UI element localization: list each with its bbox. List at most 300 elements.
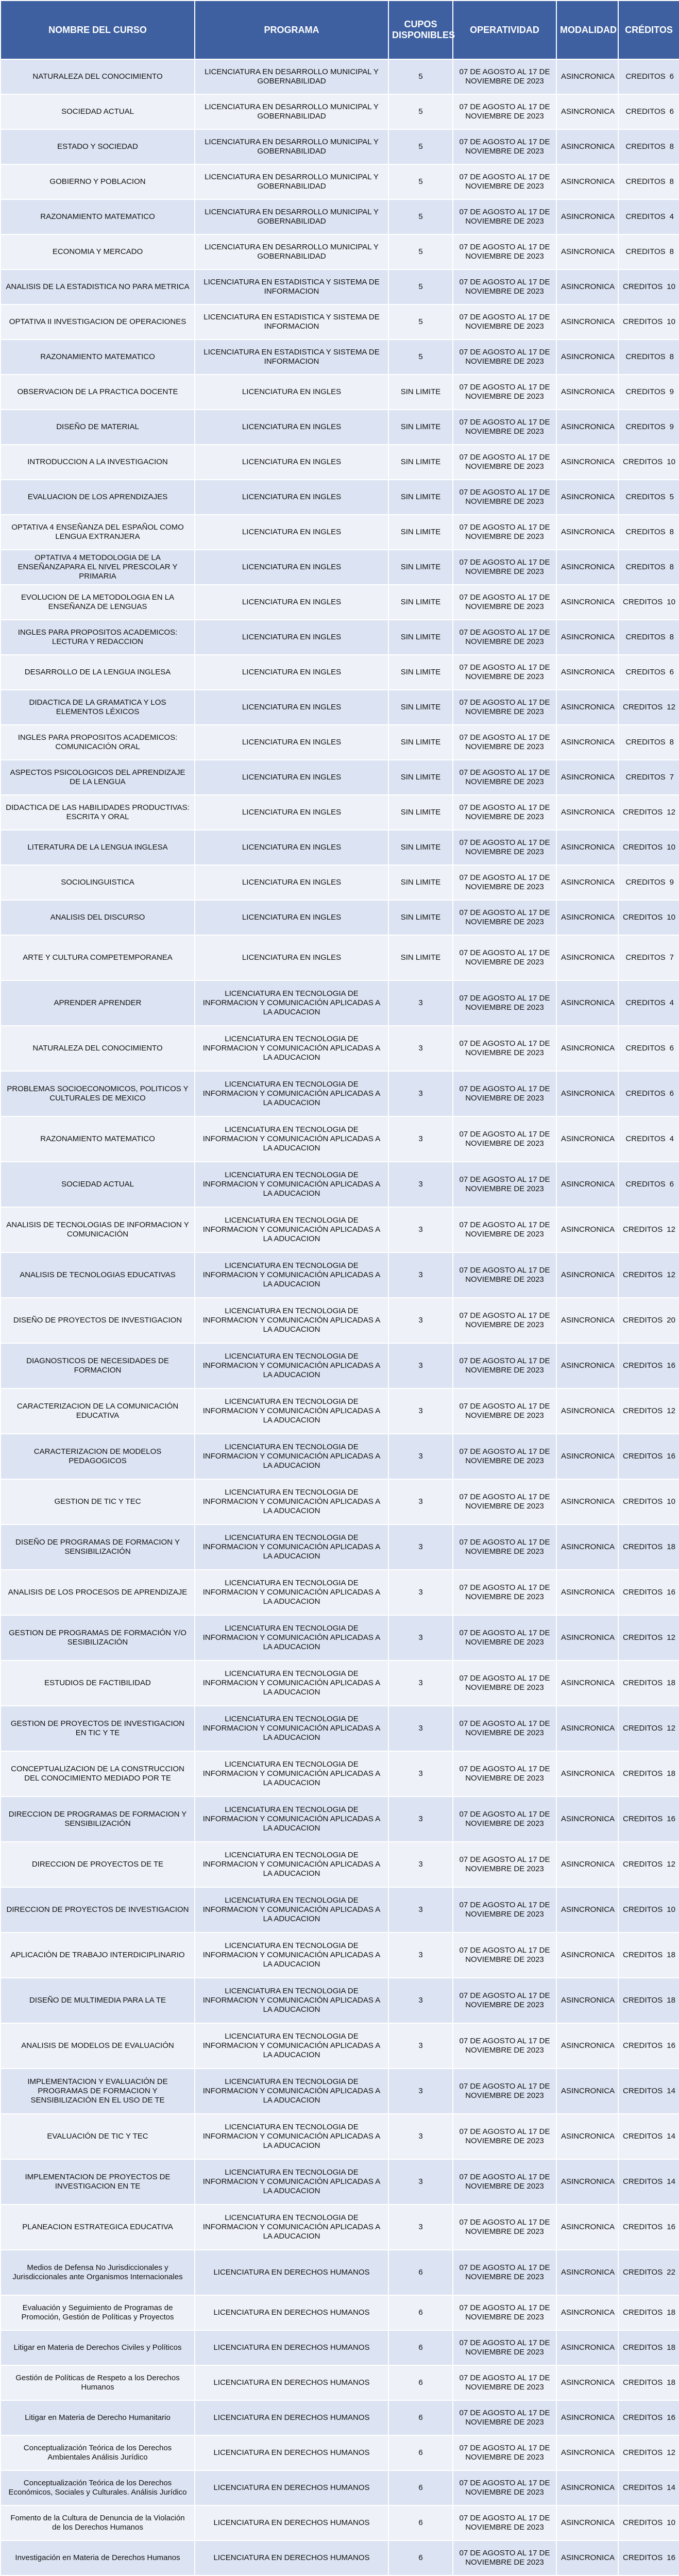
cell-creditos	[618, 1252, 679, 1298]
cell-programa: LICENCIATURA EN INGLES	[195, 760, 388, 795]
cell-modalidad: ASINCRONICA	[556, 1706, 618, 1751]
table-row	[1, 865, 679, 900]
table-row	[1, 2023, 679, 2069]
cell-creditos	[618, 1343, 679, 1388]
cell-programa: LICENCIATURA EN TECNOLOGIA DE INFORMACION Y COMUNICACIÓN APLICADAS A LA ADUCACION	[195, 1162, 388, 1207]
creditos-label: CREDITOS	[625, 247, 666, 256]
cell-operatividad: 07 DE AGOSTO AL 17 DE NOVIEMBRE DE 2023	[453, 1978, 556, 2023]
table-row	[1, 1071, 679, 1116]
cell-cupos: SIN LIMITE	[388, 725, 453, 760]
cell-cupos: 3	[388, 980, 453, 1026]
cell-cupos: 3	[388, 1071, 453, 1116]
cell-programa: LICENCIATURA EN ESTADISTICA Y SISTEMA DE INFORMACION	[195, 304, 388, 340]
cell-operatividad: 07 DE AGOSTO AL 17 DE NOVIEMBRE DE 2023	[453, 1162, 556, 1207]
cell-operatividad: 07 DE AGOSTO AL 17 DE NOVIEMBRE DE 2023	[453, 1706, 556, 1751]
cell-curso: LITERATURA DE LA LENGUA INGLESA	[1, 830, 195, 865]
cell-operatividad: 07 DE AGOSTO AL 17 DE NOVIEMBRE DE 2023	[453, 550, 556, 585]
cell-cupos: 5	[388, 304, 453, 340]
cell-programa: LICENCIATURA EN INGLES	[195, 830, 388, 865]
cell-operatividad: 07 DE AGOSTO AL 17 DE NOVIEMBRE DE 2023	[453, 1207, 556, 1252]
cell-curso: ANALISIS DE MODELOS DE EVALUACIÓN	[1, 2023, 195, 2069]
creditos-value: 8	[669, 563, 674, 571]
creditos-label: CREDITOS	[623, 1996, 663, 2005]
cell-operatividad: 07 DE AGOSTO AL 17 DE NOVIEMBRE DE 2023	[453, 1797, 556, 1842]
creditos-value: 7	[669, 773, 674, 782]
cell-operatividad: 07 DE AGOSTO AL 17 DE NOVIEMBRE DE 2023	[453, 1524, 556, 1570]
cell-curso: OPTATIVA 4 ENSEÑANZA DEL ESPAÑOL COMO LENGUA EXTRANJERA	[1, 515, 195, 550]
table-row	[1, 1524, 679, 1570]
table-row	[1, 585, 679, 620]
table-row	[1, 2435, 679, 2470]
creditos-value: 6	[669, 1089, 674, 1098]
cell-curso: RAZONAMIENTO MATEMATICO	[1, 199, 195, 234]
cell-operatividad: 07 DE AGOSTO AL 17 DE NOVIEMBRE DE 2023	[453, 1933, 556, 1978]
cell-curso: Evaluación y Seguimiento de Programas de Promoción, Gestión de Políticas y Proyectos	[1, 2295, 195, 2330]
cell-cupos: 6	[388, 2330, 453, 2365]
cell-programa: LICENCIATURA EN INGLES	[195, 550, 388, 585]
creditos-label: CREDITOS	[623, 598, 663, 606]
cell-operatividad: 07 DE AGOSTO AL 17 DE NOVIEMBRE DE 2023	[453, 1298, 556, 1343]
cell-operatividad: 07 DE AGOSTO AL 17 DE NOVIEMBRE DE 2023	[453, 269, 556, 304]
cell-cupos: 5	[388, 340, 453, 375]
cell-cupos: 3	[388, 2205, 453, 2250]
cell-modalidad: ASINCRONICA	[556, 725, 618, 760]
cell-modalidad: ASINCRONICA	[556, 620, 618, 655]
creditos-label: CREDITOS	[623, 2177, 663, 2186]
cell-cupos: 3	[388, 1570, 453, 1615]
cell-cupos: 5	[388, 164, 453, 199]
cell-operatividad: 07 DE AGOSTO AL 17 DE NOVIEMBRE DE 2023	[453, 830, 556, 865]
cell-cupos: 3	[388, 1660, 453, 1706]
cell-operatividad: 07 DE AGOSTO AL 17 DE NOVIEMBRE DE 2023	[453, 1388, 556, 1434]
cell-cupos: SIN LIMITE	[388, 480, 453, 515]
cell-curso: DISEÑO DE MATERIAL	[1, 410, 195, 445]
creditos-value: 12	[667, 703, 675, 711]
cell-programa: LICENCIATURA EN DESARROLLO MUNICIPAL Y GOBERNABILIDAD	[195, 94, 388, 129]
table-row	[1, 550, 679, 585]
cell-cupos: SIN LIMITE	[388, 830, 453, 865]
creditos-label: CREDITOS	[623, 913, 663, 922]
cell-cupos: 3	[388, 1842, 453, 1887]
creditos-label: CREDITOS	[625, 142, 666, 151]
cell-operatividad: 07 DE AGOSTO AL 17 DE NOVIEMBRE DE 2023	[453, 1116, 556, 1162]
cell-programa: LICENCIATURA EN TECNOLOGIA DE INFORMACION Y COMUNICACIÓN APLICADAS A LA ADUCACION	[195, 1842, 388, 1887]
cell-creditos	[618, 2114, 679, 2159]
cell-operatividad: 07 DE AGOSTO AL 17 DE NOVIEMBRE DE 2023	[453, 2435, 556, 2470]
creditos-value: 8	[669, 142, 674, 151]
cell-curso: ESTUDIOS DE FACTIBILIDAD	[1, 1660, 195, 1706]
cell-curso: EVALUACION DE LOS APRENDIZAJES	[1, 480, 195, 515]
cell-curso: Litigar en Materia de Derecho Humanitario	[1, 2400, 195, 2435]
cell-curso: NATURALEZA DEL CONOCIMIENTO	[1, 1026, 195, 1071]
cell-operatividad: 07 DE AGOSTO AL 17 DE NOVIEMBRE DE 2023	[453, 1252, 556, 1298]
cell-curso: SOCIEDAD ACTUAL	[1, 94, 195, 129]
creditos-label: CREDITOS	[625, 668, 666, 676]
creditos-value: 12	[667, 1225, 675, 1234]
creditos-value: 16	[667, 1361, 675, 1370]
table-row	[1, 2205, 679, 2250]
cell-cupos: 5	[388, 199, 453, 234]
cell-programa: LICENCIATURA EN DESARROLLO MUNICIPAL Y GOBERNABILIDAD	[195, 164, 388, 199]
cell-creditos	[618, 1842, 679, 1887]
cell-modalidad: ASINCRONICA	[556, 1252, 618, 1298]
creditos-label: CREDITOS	[623, 1452, 663, 1461]
cell-operatividad: 07 DE AGOSTO AL 17 DE NOVIEMBRE DE 2023	[453, 2023, 556, 2069]
creditos-value: 12	[667, 1724, 675, 1733]
cell-programa: LICENCIATURA EN TECNOLOGIA DE INFORMACION Y COMUNICACIÓN APLICADAS A LA ADUCACION	[195, 2023, 388, 2069]
cell-creditos	[618, 1479, 679, 1524]
cell-programa: LICENCIATURA EN TECNOLOGIA DE INFORMACION Y COMUNICACIÓN APLICADAS A LA ADUCACION	[195, 1298, 388, 1343]
cell-creditos	[618, 1116, 679, 1162]
cell-operatividad: 07 DE AGOSTO AL 17 DE NOVIEMBRE DE 2023	[453, 2069, 556, 2114]
table-body	[1, 59, 679, 2576]
cell-operatividad: 07 DE AGOSTO AL 17 DE NOVIEMBRE DE 2023	[453, 1071, 556, 1116]
table-row	[1, 1615, 679, 1660]
cell-modalidad: ASINCRONICA	[556, 795, 618, 830]
cell-programa: LICENCIATURA EN ESTADISTICA Y SISTEMA DE INFORMACION	[195, 269, 388, 304]
cell-operatividad: 07 DE AGOSTO AL 17 DE NOVIEMBRE DE 2023	[453, 375, 556, 410]
creditos-value: 6	[669, 1180, 674, 1189]
cell-modalidad: ASINCRONICA	[556, 2470, 618, 2505]
header-row	[1, 1, 679, 59]
cell-creditos	[618, 375, 679, 410]
cell-creditos	[618, 795, 679, 830]
creditos-value: 6	[669, 1044, 674, 1053]
cell-creditos	[618, 480, 679, 515]
cell-creditos	[618, 550, 679, 585]
cell-creditos	[618, 304, 679, 340]
cell-operatividad: 07 DE AGOSTO AL 17 DE NOVIEMBRE DE 2023	[453, 2505, 556, 2540]
table-row	[1, 94, 679, 129]
cell-modalidad: ASINCRONICA	[556, 515, 618, 550]
creditos-label: CREDITOS	[625, 1180, 666, 1189]
cell-modalidad: ASINCRONICA	[556, 2069, 618, 2114]
cell-modalidad: ASINCRONICA	[556, 2250, 618, 2295]
cell-modalidad: ASINCRONICA	[556, 1116, 618, 1162]
cell-operatividad: 07 DE AGOSTO AL 17 DE NOVIEMBRE DE 2023	[453, 1026, 556, 1071]
cell-curso: IMPLEMENTACION Y EVALUACIÓN DE PROGRAMAS DE FORMACION Y SENSIBILIZACIÓN EN EL USO DE TE	[1, 2069, 195, 2114]
cell-operatividad: 07 DE AGOSTO AL 17 DE NOVIEMBRE DE 2023	[453, 690, 556, 725]
cell-operatividad: 07 DE AGOSTO AL 17 DE NOVIEMBRE DE 2023	[453, 94, 556, 129]
cell-programa: LICENCIATURA EN DERECHOS HUMANOS	[195, 2330, 388, 2365]
creditos-value: 10	[667, 1905, 675, 1914]
creditos-label: CREDITOS	[625, 633, 666, 641]
cell-operatividad: 07 DE AGOSTO AL 17 DE NOVIEMBRE DE 2023	[453, 1751, 556, 1797]
creditos-label: CREDITOS	[623, 2343, 663, 2352]
cell-modalidad: ASINCRONICA	[556, 2295, 618, 2330]
cell-curso: Conceptualización Teórica de los Derechos Ambientales Análisis Jurídico	[1, 2435, 195, 2470]
table-row	[1, 164, 679, 199]
creditos-label: CREDITOS	[623, 1679, 663, 1687]
cell-creditos	[618, 725, 679, 760]
cell-modalidad: ASINCRONICA	[556, 760, 618, 795]
cell-cupos: SIN LIMITE	[388, 375, 453, 410]
cell-curso: SOCIOLINGUISTICA	[1, 865, 195, 900]
table-row	[1, 2114, 679, 2159]
cell-creditos	[618, 865, 679, 900]
creditos-value: 16	[667, 2041, 675, 2050]
creditos-label: CREDITOS	[623, 2087, 663, 2095]
creditos-label: CREDITOS	[625, 72, 666, 81]
cell-programa: LICENCIATURA EN INGLES	[195, 445, 388, 480]
cell-cupos: 3	[388, 1797, 453, 1842]
cell-cupos: SIN LIMITE	[388, 585, 453, 620]
cell-curso: DIAGNOSTICOS DE NECESIDADES DE FORMACION	[1, 1343, 195, 1388]
cell-programa: LICENCIATURA EN INGLES	[195, 900, 388, 935]
cell-creditos	[618, 900, 679, 935]
creditos-value: 10	[667, 282, 675, 291]
cell-curso: DISEÑO DE PROYECTOS DE INVESTIGACION	[1, 1298, 195, 1343]
cell-programa: LICENCIATURA EN TECNOLOGIA DE INFORMACION Y COMUNICACIÓN APLICADAS A LA ADUCACION	[195, 1570, 388, 1615]
table-row	[1, 1116, 679, 1162]
cell-cupos: SIN LIMITE	[388, 410, 453, 445]
cell-cupos: 3	[388, 2114, 453, 2159]
cell-curso: EVOLUCION DE LA METODOLOGIA EN LA ENSEÑANZA DE LENGUAS	[1, 585, 195, 620]
cell-curso: ECONOMIA Y MERCADO	[1, 234, 195, 269]
creditos-value: 22	[667, 2268, 675, 2277]
cell-modalidad: ASINCRONICA	[556, 900, 618, 935]
cell-curso: ESTADO Y SOCIEDAD	[1, 129, 195, 164]
cell-cupos: 5	[388, 129, 453, 164]
cell-creditos	[618, 2250, 679, 2295]
cell-programa: LICENCIATURA EN TECNOLOGIA DE INFORMACION Y COMUNICACIÓN APLICADAS A LA ADUCACION	[195, 1978, 388, 2023]
cell-curso: PLANEACION ESTRATEGICA EDUCATIVA	[1, 2205, 195, 2250]
cell-curso: RAZONAMIENTO MATEMATICO	[1, 340, 195, 375]
cell-modalidad: ASINCRONICA	[556, 199, 618, 234]
cell-curso: APLICACIÓN DE TRABAJO INTERDICIPLINARIO	[1, 1933, 195, 1978]
cell-cupos: SIN LIMITE	[388, 445, 453, 480]
cell-programa: LICENCIATURA EN TECNOLOGIA DE INFORMACION Y COMUNICACIÓN APLICADAS A LA ADUCACION	[195, 1252, 388, 1298]
cell-programa: LICENCIATURA EN ESTADISTICA Y SISTEMA DE INFORMACION	[195, 340, 388, 375]
cell-programa: LICENCIATURA EN TECNOLOGIA DE INFORMACION Y COMUNICACIÓN APLICADAS A LA ADUCACION	[195, 1797, 388, 1842]
cell-cupos: SIN LIMITE	[388, 795, 453, 830]
table-row	[1, 445, 679, 480]
cell-curso: CARACTERIZACION DE MODELOS PEDAGOGICOS	[1, 1434, 195, 1479]
cell-cupos: 3	[388, 1615, 453, 1660]
cell-modalidad: ASINCRONICA	[556, 94, 618, 129]
creditos-label: CREDITOS	[623, 1497, 663, 1506]
cell-operatividad: 07 DE AGOSTO AL 17 DE NOVIEMBRE DE 2023	[453, 2250, 556, 2295]
cell-cupos: 5	[388, 94, 453, 129]
creditos-label: CREDITOS	[623, 1815, 663, 1823]
cell-modalidad: ASINCRONICA	[556, 164, 618, 199]
table-header	[1, 1, 679, 59]
cell-curso: Fomento de la Cultura de Denuncia de la Violación de los Derechos Humanos	[1, 2505, 195, 2540]
table-row	[1, 234, 679, 269]
cell-modalidad: ASINCRONICA	[556, 1887, 618, 1933]
cell-creditos	[618, 1887, 679, 1933]
cell-creditos	[618, 2069, 679, 2114]
table-row	[1, 1751, 679, 1797]
cell-cupos: 3	[388, 1978, 453, 2023]
cell-curso: CARACTERIZACION DE LA COMUNICACIÓN EDUCATIVA	[1, 1388, 195, 1434]
cell-modalidad: ASINCRONICA	[556, 129, 618, 164]
cell-programa: LICENCIATURA EN TECNOLOGIA DE INFORMACION Y COMUNICACIÓN APLICADAS A LA ADUCACION	[195, 1116, 388, 1162]
cell-programa: LICENCIATURA EN DERECHOS HUMANOS	[195, 2505, 388, 2540]
cell-modalidad: ASINCRONICA	[556, 2435, 618, 2470]
creditos-label: CREDITOS	[623, 2268, 663, 2277]
cell-modalidad: ASINCRONICA	[556, 1434, 618, 1479]
cell-modalidad: ASINCRONICA	[556, 1978, 618, 2023]
cell-modalidad: ASINCRONICA	[556, 1524, 618, 1570]
cell-modalidad: ASINCRONICA	[556, 980, 618, 1026]
cell-operatividad: 07 DE AGOSTO AL 17 DE NOVIEMBRE DE 2023	[453, 340, 556, 375]
creditos-value: 8	[669, 247, 674, 256]
cell-curso: ANALISIS DE LA ESTADISTICA NO PARA METRICA	[1, 269, 195, 304]
cell-creditos	[618, 585, 679, 620]
cell-creditos	[618, 94, 679, 129]
creditos-value: 9	[669, 387, 674, 396]
cell-programa: LICENCIATURA EN INGLES	[195, 795, 388, 830]
cell-cupos: 3	[388, 1887, 453, 1933]
cell-programa: LICENCIATURA EN DESARROLLO MUNICIPAL Y GOBERNABILIDAD	[195, 199, 388, 234]
creditos-label: CREDITOS	[623, 282, 663, 291]
creditos-value: 10	[667, 457, 675, 466]
creditos-label: CREDITOS	[623, 2413, 663, 2422]
creditos-value: 8	[669, 738, 674, 747]
table-row	[1, 1797, 679, 1842]
cell-creditos	[618, 1298, 679, 1343]
cell-curso: Conceptualización Teórica de los Derechos Económicos, Sociales y Culturales. Análisis Jurídico	[1, 2470, 195, 2505]
creditos-label: CREDITOS	[623, 808, 663, 817]
creditos-label: CREDITOS	[625, 352, 666, 361]
cell-operatividad: 07 DE AGOSTO AL 17 DE NOVIEMBRE DE 2023	[453, 1570, 556, 1615]
creditos-value: 12	[667, 1633, 675, 1642]
cell-curso: GESTION DE TIC Y TEC	[1, 1479, 195, 1524]
cell-cupos: 3	[388, 1479, 453, 1524]
cell-operatividad: 07 DE AGOSTO AL 17 DE NOVIEMBRE DE 2023	[453, 1343, 556, 1388]
cell-modalidad: ASINCRONICA	[556, 2400, 618, 2435]
cell-creditos	[618, 1388, 679, 1434]
creditos-value: 10	[667, 317, 675, 326]
creditos-value: 8	[669, 352, 674, 361]
creditos-label: CREDITOS	[625, 563, 666, 571]
table-row	[1, 980, 679, 1026]
cell-modalidad: ASINCRONICA	[556, 690, 618, 725]
creditos-label: CREDITOS	[625, 773, 666, 782]
cell-modalidad: ASINCRONICA	[556, 234, 618, 269]
creditos-value: 18	[667, 2308, 675, 2317]
creditos-label: CREDITOS	[623, 2483, 663, 2492]
cell-programa: LICENCIATURA EN TECNOLOGIA DE INFORMACION Y COMUNICACIÓN APLICADAS A LA ADUCACION	[195, 1071, 388, 1116]
cell-programa: LICENCIATURA EN TECNOLOGIA DE INFORMACION Y COMUNICACIÓN APLICADAS A LA ADUCACION	[195, 2159, 388, 2205]
cell-operatividad: 07 DE AGOSTO AL 17 DE NOVIEMBRE DE 2023	[453, 725, 556, 760]
cell-modalidad: ASINCRONICA	[556, 480, 618, 515]
cell-cupos: 3	[388, 2069, 453, 2114]
table-row	[1, 199, 679, 234]
cell-cupos: 6	[388, 2540, 453, 2575]
cell-curso: GESTION DE PROGRAMAS DE FORMACIÓN Y/O SESIBILIZACIÓN	[1, 1615, 195, 1660]
cell-cupos: 3	[388, 1343, 453, 1388]
creditos-label: CREDITOS	[625, 422, 666, 431]
table-row	[1, 515, 679, 550]
creditos-value: 18	[667, 2378, 675, 2387]
cell-curso: ANALISIS DEL DISCURSO	[1, 900, 195, 935]
cell-creditos	[618, 980, 679, 1026]
cell-cupos: 3	[388, 1706, 453, 1751]
cell-modalidad: ASINCRONICA	[556, 935, 618, 980]
cell-curso: DIDACTICA DE LA GRAMATICA Y LOS ELEMENTOS LÉXICOS	[1, 690, 195, 725]
table-row	[1, 725, 679, 760]
cell-operatividad: 07 DE AGOSTO AL 17 DE NOVIEMBRE DE 2023	[453, 1842, 556, 1887]
creditos-label: CREDITOS	[623, 1769, 663, 1778]
creditos-label: CREDITOS	[623, 1361, 663, 1370]
creditos-value: 16	[667, 1588, 675, 1597]
creditos-label: CREDITOS	[623, 1633, 663, 1642]
cell-operatividad: 07 DE AGOSTO AL 17 DE NOVIEMBRE DE 2023	[453, 234, 556, 269]
cell-operatividad: 07 DE AGOSTO AL 17 DE NOVIEMBRE DE 2023	[453, 59, 556, 94]
creditos-label: CREDITOS	[623, 1225, 663, 1234]
cell-cupos: 3	[388, 1207, 453, 1252]
creditos-label: CREDITOS	[623, 1951, 663, 1959]
cell-creditos	[618, 1071, 679, 1116]
cell-programa: LICENCIATURA EN DERECHOS HUMANOS	[195, 2295, 388, 2330]
cell-creditos	[618, 935, 679, 980]
table-row	[1, 2540, 679, 2575]
cell-programa: LICENCIATURA EN DERECHOS HUMANOS	[195, 2400, 388, 2435]
creditos-value: 18	[667, 1951, 675, 1959]
cell-creditos	[618, 1706, 679, 1751]
creditos-value: 18	[667, 1769, 675, 1778]
cell-creditos	[618, 59, 679, 94]
header-creditos: CRÉDITOS	[618, 1, 679, 59]
cell-operatividad: 07 DE AGOSTO AL 17 DE NOVIEMBRE DE 2023	[453, 1434, 556, 1479]
table-row	[1, 1706, 679, 1751]
cell-curso: GESTION DE PROYECTOS DE INVESTIGACION EN TIC Y TE	[1, 1706, 195, 1751]
cell-programa: LICENCIATURA EN TECNOLOGIA DE INFORMACION Y COMUNICACIÓN APLICADAS A LA ADUCACION	[195, 1887, 388, 1933]
cell-cupos: 6	[388, 2365, 453, 2400]
creditos-label: CREDITOS	[625, 878, 666, 887]
cell-cupos: SIN LIMITE	[388, 620, 453, 655]
cell-creditos	[618, 199, 679, 234]
table-row	[1, 1570, 679, 1615]
cell-cupos: 3	[388, 1524, 453, 1570]
cell-programa: LICENCIATURA EN DERECHOS HUMANOS	[195, 2250, 388, 2295]
cell-curso: DESARROLLO DE LA LENGUA INGLESA	[1, 655, 195, 690]
cell-operatividad: 07 DE AGOSTO AL 17 DE NOVIEMBRE DE 2023	[453, 585, 556, 620]
cell-operatividad: 07 DE AGOSTO AL 17 DE NOVIEMBRE DE 2023	[453, 199, 556, 234]
cell-curso: EVALUACIÓN DE TIC Y TEC	[1, 2114, 195, 2159]
cell-creditos	[618, 1026, 679, 1071]
cell-creditos	[618, 1570, 679, 1615]
creditos-value: 10	[667, 1497, 675, 1506]
cell-programa: LICENCIATURA EN TECNOLOGIA DE INFORMACION Y COMUNICACIÓN APLICADAS A LA ADUCACION	[195, 980, 388, 1026]
cell-operatividad: 07 DE AGOSTO AL 17 DE NOVIEMBRE DE 2023	[453, 2540, 556, 2575]
creditos-label: CREDITOS	[623, 1406, 663, 1415]
cell-creditos	[618, 1978, 679, 2023]
cell-cupos: SIN LIMITE	[388, 900, 453, 935]
creditos-value: 10	[667, 598, 675, 606]
cell-programa: LICENCIATURA EN TECNOLOGIA DE INFORMACION Y COMUNICACIÓN APLICADAS A LA ADUCACION	[195, 1706, 388, 1751]
creditos-label: CREDITOS	[623, 457, 663, 466]
cell-operatividad: 07 DE AGOSTO AL 17 DE NOVIEMBRE DE 2023	[453, 1660, 556, 1706]
table-row	[1, 2505, 679, 2540]
cell-modalidad: ASINCRONICA	[556, 830, 618, 865]
cell-modalidad: ASINCRONICA	[556, 865, 618, 900]
cell-curso: OPTATIVA II INVESTIGACION DE OPERACIONES	[1, 304, 195, 340]
creditos-value: 10	[667, 843, 675, 852]
creditos-value: 10	[667, 2518, 675, 2527]
cell-programa: LICENCIATURA EN INGLES	[195, 935, 388, 980]
cell-operatividad: 07 DE AGOSTO AL 17 DE NOVIEMBRE DE 2023	[453, 760, 556, 795]
cell-modalidad: ASINCRONICA	[556, 1207, 618, 1252]
cell-programa: LICENCIATURA EN DESARROLLO MUNICIPAL Y GOBERNABILIDAD	[195, 129, 388, 164]
table-row	[1, 1978, 679, 2023]
creditos-label: CREDITOS	[623, 1316, 663, 1325]
cell-operatividad: 07 DE AGOSTO AL 17 DE NOVIEMBRE DE 2023	[453, 935, 556, 980]
cell-curso: INGLES PARA PROPOSITOS ACADEMICOS: COMUNICACIÓN ORAL	[1, 725, 195, 760]
table-row	[1, 830, 679, 865]
